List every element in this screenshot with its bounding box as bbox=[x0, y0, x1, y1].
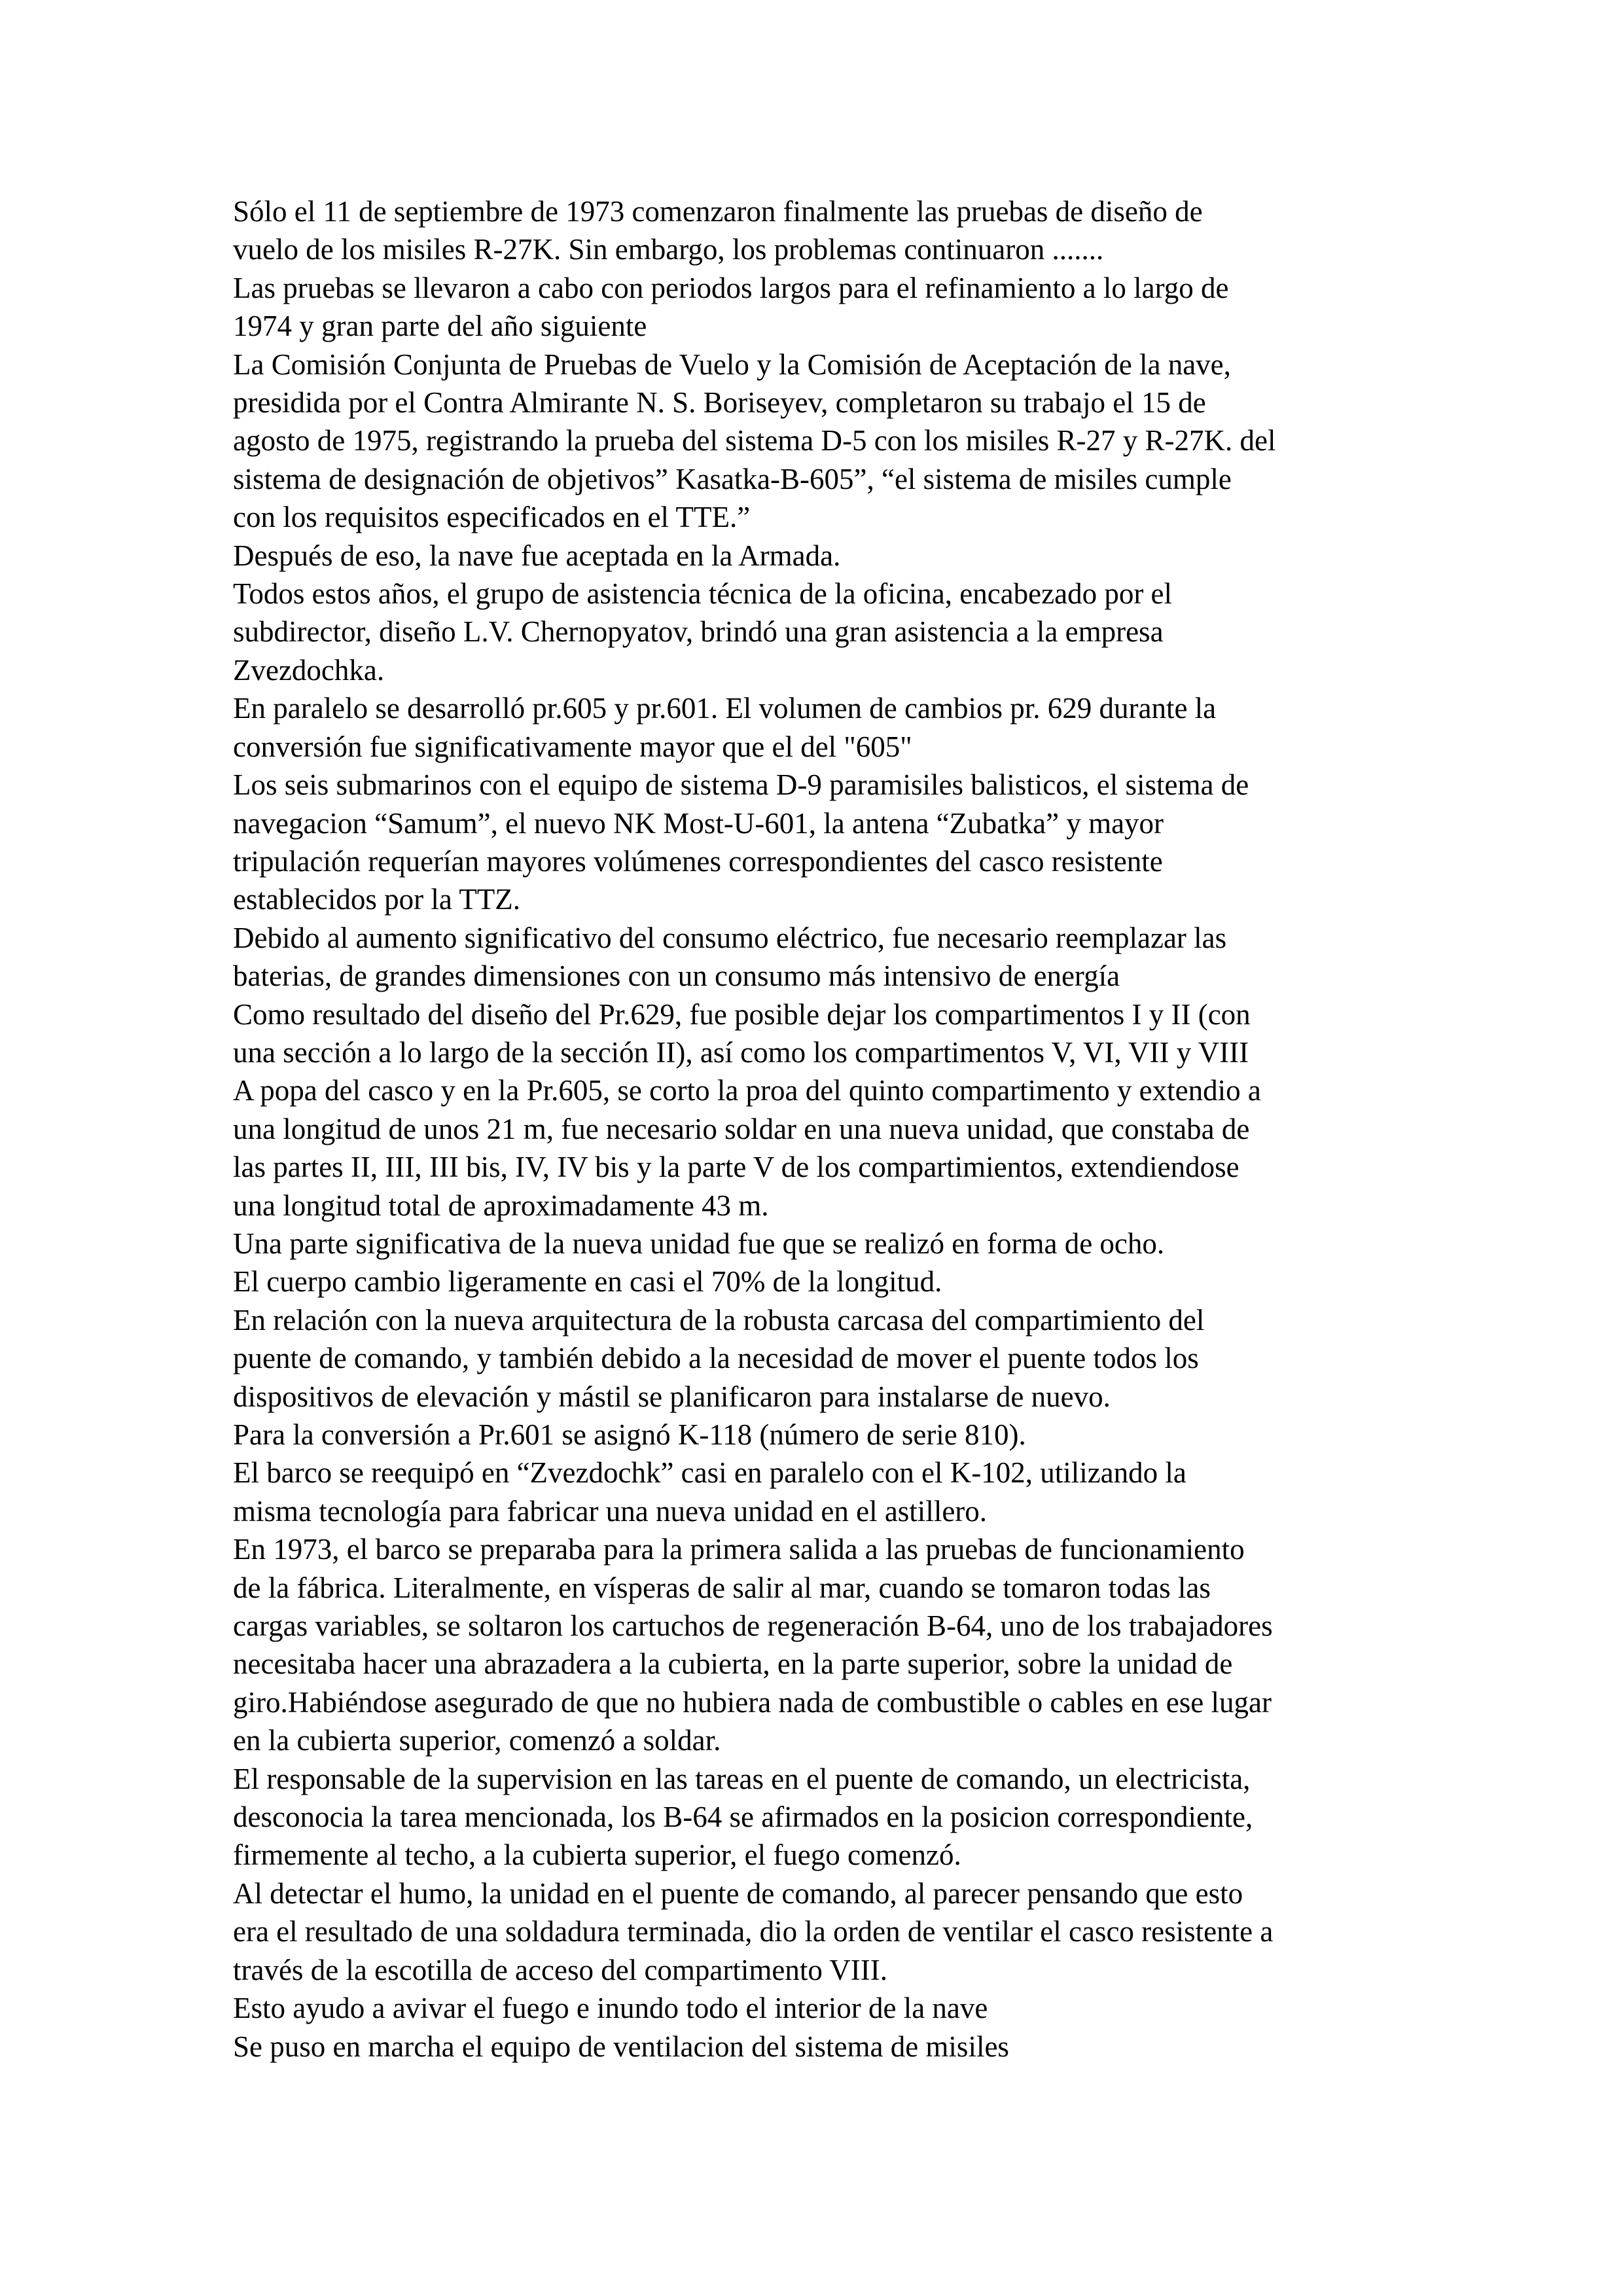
text-line: Para la conversión a Pr.601 se asignó K-118 (número de serie 810). bbox=[233, 1418, 1026, 1451]
text-line: Se puso en marcha el equipo de ventilacion del sistema de misiles bbox=[233, 2030, 1009, 2063]
text-line: vuelo de los misiles R-27K. Sin embargo, los problemas continuaron ....... bbox=[233, 233, 1104, 266]
text-line: misma tecnología para fabricar una nueva unidad en el astillero. bbox=[233, 1494, 988, 1528]
text-line: una longitud de unos 21 m, fue necesario soldar en una nueva unidad, que constaba de bbox=[233, 1112, 1250, 1145]
text-line: El cuerpo cambio ligeramente en casi el 70% de la longitud. bbox=[233, 1265, 942, 1299]
text-line: dispositivos de elevación y mástil se planificaron para instalarse de nuevo. bbox=[233, 1380, 1111, 1413]
body-text bbox=[233, 192, 1424, 2066]
text-line: Los seis submarinos con el equipo de sistema D-9 paramisiles balisticos, el sistema de bbox=[233, 768, 1249, 802]
text-line: subdirector, diseño L.V. Chernopyatov, brindó una gran asistencia a la empresa bbox=[233, 615, 1164, 649]
text-line: En relación con la nueva arquitectura de la robusta carcasa del compartimiento del bbox=[233, 1303, 1205, 1336]
text-line: A popa del casco y en la Pr.605, se corto la proa del quinto compartimento y extendio a bbox=[233, 1074, 1261, 1107]
text-line: El responsable de la supervision en las tareas en el puente de comando, un electricista, bbox=[233, 1762, 1251, 1795]
text-line: Debido al aumento significativo del consumo eléctrico, fue necesario reemplazar las bbox=[233, 921, 1227, 954]
text-line: La Comisión Conjunta de Pruebas de Vuelo y la Comisión de Aceptación de la nave, bbox=[233, 348, 1231, 381]
text-line: necesitaba hacer una abrazadera a la cubierta, en la parte superior, sobre la unidad de bbox=[233, 1647, 1233, 1681]
text-line: En 1973, el barco se preparaba para la primera salida a las pruebas de funcionamiento bbox=[233, 1533, 1245, 1566]
text-line: través de la escotilla de acceso del compartimento VIII. bbox=[233, 1953, 887, 1986]
text-line: de la fábrica. Literalmente, en vísperas de salir al mar, cuando se tomaron todas las bbox=[233, 1571, 1211, 1604]
text-line: establecidos por la TTZ. bbox=[233, 883, 521, 916]
text-line: presidida por el Contra Almirante N. S. Boriseyev, completaron su trabajo el 15 de bbox=[233, 386, 1206, 420]
text-line: Sólo el 11 de septiembre de 1973 comenzaron finalmente las pruebas de diseño de bbox=[233, 195, 1203, 228]
text-line: una longitud total de aproximadamente 43 m. bbox=[233, 1189, 769, 1222]
text-line: Al detectar el humo, la unidad en el puente de comando, al parecer pensando que esto bbox=[233, 1876, 1243, 1910]
text-line: puente de comando, y también debido a la necesidad de mover el puente todos los bbox=[233, 1342, 1199, 1375]
text-line: desconocia la tarea mencionada, los B-64 se afirmados en la posicion correspondiente, bbox=[233, 1801, 1253, 1834]
text-line: El barco se reequipó en “Zvezdochk” casi en paralelo con el K-102, utilizando la bbox=[233, 1456, 1186, 1490]
text-line: Como resultado del diseño del Pr.629, fue posible dejar los compartimentos I y II (con bbox=[233, 997, 1251, 1031]
text-line: baterias, de grandes dimensiones con un consumo más intensivo de energía bbox=[233, 960, 1120, 993]
text-line: 1974 y gran parte del año siguiente bbox=[233, 310, 647, 343]
text-line: navegacion “Samum”, el nuevo NK Most-U-601, la antena “Zubatka” y mayor bbox=[233, 806, 1164, 840]
text-line: Después de eso, la nave fue aceptada en la Armada. bbox=[233, 539, 841, 572]
text-line: Las pruebas se llevaron a cabo con periodos largos para el refinamiento a lo largo de bbox=[233, 271, 1229, 304]
text-line: tripulación requerían mayores volúmenes correspondientes del casco resistente bbox=[233, 844, 1163, 878]
text-line: Esto ayudo a avivar el fuego e inundo todo el interior de la nave bbox=[233, 1992, 988, 2025]
text-line: en la cubierta superior, comenzó a soldar. bbox=[233, 1724, 721, 1757]
text-line: una sección a lo largo de la sección II), así como los compartimentos V, VI, VII y VIII bbox=[233, 1035, 1249, 1069]
text-line: con los requisitos especificados en el TTE.” bbox=[233, 501, 751, 534]
text-line: cargas variables, se soltaron los cartuchos de regeneración B-64, uno de los trabajadores bbox=[233, 1609, 1273, 1643]
text-line: Todos estos años, el grupo de asistencia técnica de la oficina, encabezado por el bbox=[233, 577, 1173, 611]
text-line: sistema de designación de objetivos” Kasatka-B-605”, “el sistema de misiles cumple bbox=[233, 462, 1232, 495]
text-line: En paralelo se desarrolló pr.605 y pr.601. El volumen de cambios pr. 629 durante la bbox=[233, 692, 1217, 725]
text-line: las partes II, III, III bis, IV, IV bis y la parte V de los compartimientos, extendiendose bbox=[233, 1151, 1240, 1184]
text-line: giro.Habiéndose asegurado de que no hubiera nada de combustible o cables en ese lugar bbox=[233, 1685, 1272, 1719]
text-line: Zvezdochka. bbox=[233, 653, 385, 687]
text-line: firmemente al techo, a la cubierta superior, el fuego comenzó. bbox=[233, 1839, 961, 1872]
text-line: conversión fue significativamente mayor que el del "605" bbox=[233, 730, 912, 763]
text-line: agosto de 1975, registrando la prueba del sistema D-5 con los misiles R-27 y R-27K. del bbox=[233, 424, 1276, 457]
text-line: Una parte significativa de la nueva unidad fue que se realizó en forma de ocho. bbox=[233, 1227, 1165, 1260]
text-line: era el resultado de una soldadura terminada, dio la orden de ventilar el casco resistente a bbox=[233, 1915, 1274, 1948]
